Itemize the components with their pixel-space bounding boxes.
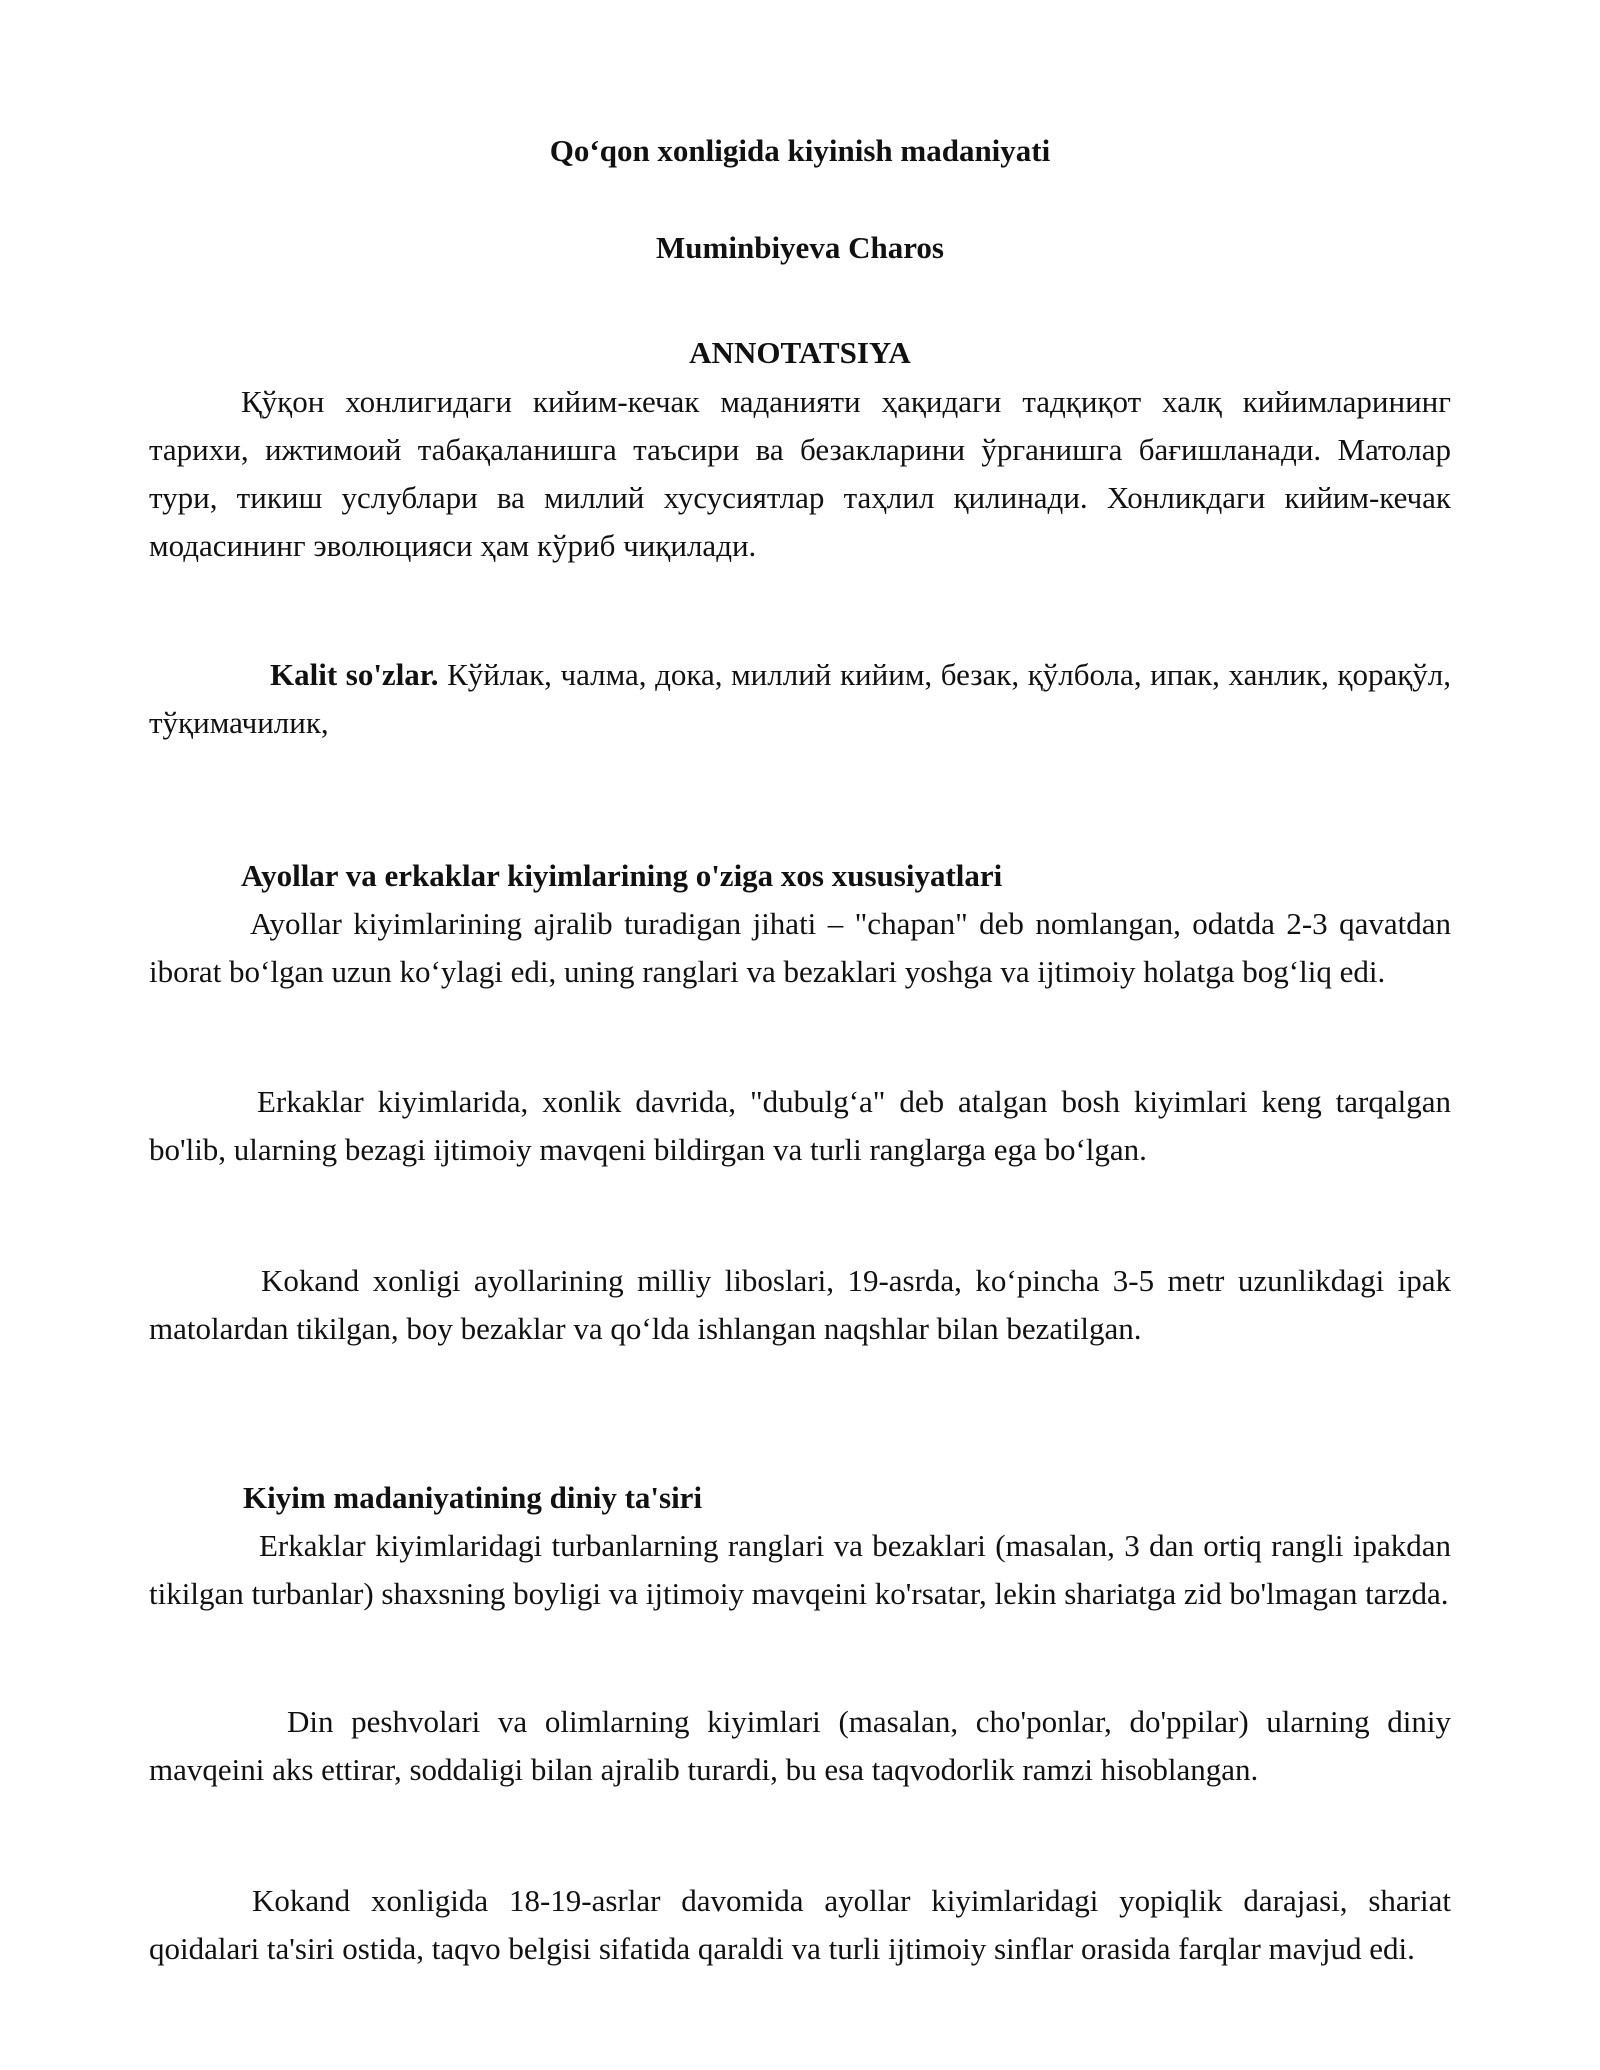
keywords-paragraph bbox=[149, 651, 1451, 747]
keywords-text: Кўйлак, чалма, дока, миллий кийим, безак, қўлбола, ипак, ханлик, қорақўл, тўқимачилик, bbox=[149, 657, 1452, 740]
paragraph-modesty: Kokand xonligida 18-19-asrlar davomida ayollar kiyimlaridagi yopiqlik darajasi, shariat qoidalari ta'siri ostida, taqvo belgisi sifatida qaraldi va turli ijtimoiy sinflar orasida farqlar mavjud edi. bbox=[149, 1883, 1451, 1966]
author-name: Muminbiyeva Charos bbox=[656, 230, 944, 265]
annotation-paragraph: Қўқон хонлигидаги кийим-кечак маданияти ҳақидаги тадқиқот халқ кийимларининг тарихи, ижтимоий табақаланишга таъсири ва безакларини ўрганишга бағишланади. Матолар тури, тикиш услублари ва миллий хусусиятлар таҳлил қилинади. Хонликдаги кийим-кечак модасининг эволюцияси ҳам кўриб чиқилади. bbox=[149, 384, 1451, 563]
keywords-label: Kalit so'zlar. bbox=[270, 657, 439, 692]
paragraph-women-clothing: Ayollar kiyimlarining ajralib turadigan jihati – "chapan" deb nomlangan, odatda 2-3 qavatdan iborat bo‘lgan uzun ko‘ylagi edi, uning ranglari va bezaklari yoshga va ijtimoiy holatga bog‘liq edi. bbox=[149, 906, 1451, 989]
paragraph-turbans: Erkaklar kiyimlaridagi turbanlarning ranglari va bezaklari (masalan, 3 dan ortiq rangli ipakdan tikilgan turbanlar) shaxsning boyligi va ijtimoiy mavqeini ko'rsatar, lekin shariatga zid bo'lmagan tarzda. bbox=[149, 1528, 1451, 1611]
paragraph-men-clothing: Erkaklar kiyimlarida, xonlik davrida, "dubulg‘a" deb atalgan bosh kiyimlari keng tarqalgan bo'lib, ularning bezagi ijtimoiy mavqeni bildirgan va turli ranglarga ega bo‘lgan. bbox=[149, 1084, 1451, 1167]
paragraph-religious-leaders: Din peshvolari va olimlarning kiyimlari (masalan, cho'ponlar, do'ppilar) ularning diniy mavqeini aks ettirar, soddaligi bilan ajralib turardi, bu esa taqvodorlik ramzi hisoblangan. bbox=[149, 1704, 1451, 1787]
document-title: Qo‘qon xonligida kiyinish madaniyati bbox=[549, 133, 1051, 168]
paragraph-kokand-dress: Kokand xonligi ayollarining milliy liboslari, 19-asrda, ko‘pincha 3-5 metr uzunlikdagi ipak matolardan tikilgan, boy bezaklar va qo‘lda ishlangan naqshlar bilan bezatilgan. bbox=[149, 1263, 1451, 1346]
section-heading-clothing-features: Ayollar va erkaklar kiyimlarining o'ziga xos xususiyatlari bbox=[241, 858, 1003, 893]
annotation-heading: ANNOTATSIYA bbox=[689, 335, 911, 370]
section-heading-religious-influence: Kiyim madaniyatining diniy ta'siri bbox=[243, 1480, 703, 1515]
